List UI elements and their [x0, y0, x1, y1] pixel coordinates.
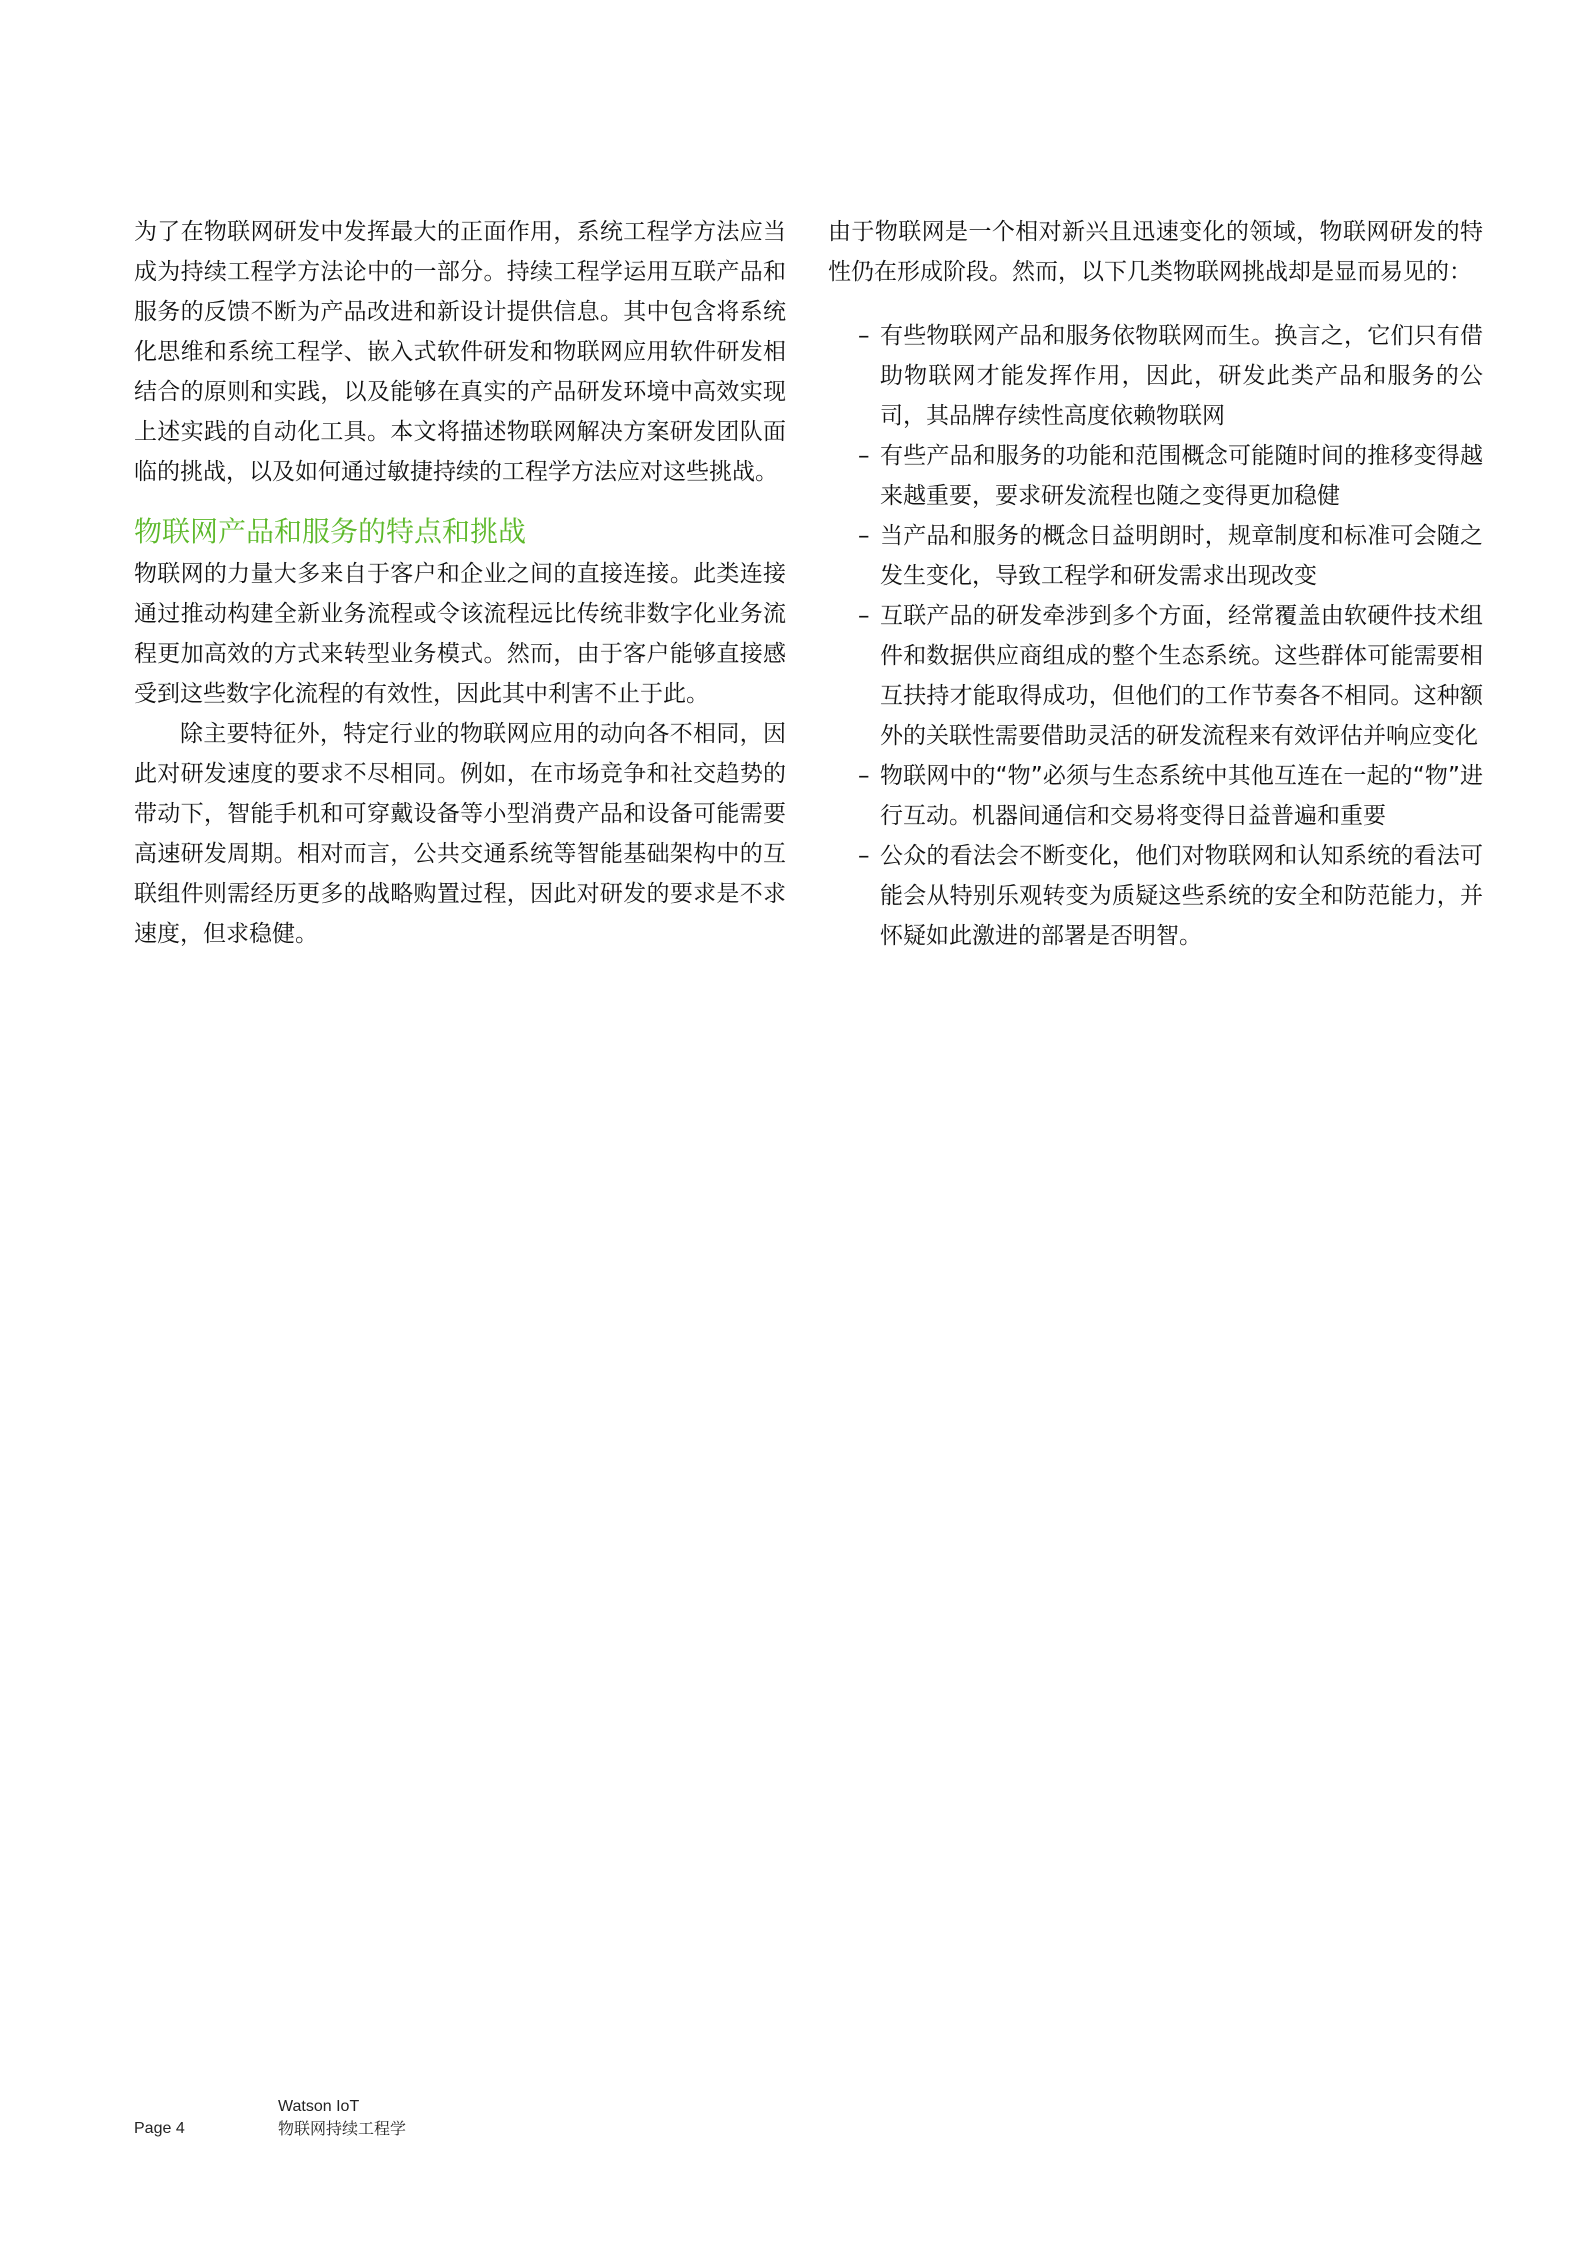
list-item — [828, 836, 1483, 956]
section-paragraph-2: 除主要特征外，特定行业的物联网应用的动向各不相同，因此对研发速度的要求不尽相同。例如，在市场竞争和社交趋势的带动下，智能手机和可穿戴设备等小型消费产品和设备可能需要高速研发周期。相对而言，公共交通系统等智能基础架构中的互联组件则需经历更多的战略购置过程，因此对研发的要求是不求速度，但求稳健。 — [134, 721, 786, 947]
list-item — [828, 596, 1483, 756]
dash-bullet-icon: – — [858, 443, 870, 469]
list-item-text: 有些物联网产品和服务依物联网而生。换言之，它们只有借助物联网才能发挥作用，因此，研发此类产品和服务的公司，其品牌存续性高度依赖物联网 — [880, 323, 1483, 429]
list-item-text: 公众的看法会不断变化，他们对物联网和认知系统的看法可能会从特别乐观转变为质疑这些系统的安全和防范能力，并怀疑如此激进的部署是否明智。 — [880, 843, 1483, 949]
list-item-text: 物联网中的“物”必须与生态系统中其他互连在一起的“物”进行互动。机器间通信和交易将变得日益普遍和重要 — [880, 763, 1483, 829]
list-item-text: 当产品和服务的概念日益明朗时，规章制度和标准可会随之发生变化，导致工程学和研发需求出现改变 — [880, 523, 1483, 589]
challenges-list — [828, 316, 1483, 956]
list-item-text: 互联产品的研发牵涉到多个方面，经常覆盖由软硬件技术组件和数据供应商组成的整个生态系统。这些群体可能需要相互扶持才能取得成功，但他们的工作节奏各不相同。这种额外的关联性需要借助灵活的研发流程来有效评估并响应变化 — [880, 603, 1483, 749]
dash-bullet-icon: – — [858, 763, 870, 789]
left-column — [134, 212, 786, 954]
page-number: Page 4 — [134, 2120, 185, 2137]
dash-bullet-icon: – — [858, 843, 870, 869]
list-item — [828, 756, 1483, 836]
footer-brand: Watson IoT — [278, 2098, 360, 2115]
list-item — [828, 316, 1483, 436]
list-item — [828, 436, 1483, 516]
intro-paragraph: 为了在物联网研发中发挥最大的正面作用，系统工程学方法应当成为持续工程学方法论中的一部分。持续工程学运用互联产品和服务的反馈不断为产品改进和新设计提供信息。其中包含将系统化思维和系统工程学、嵌入式软件研发和物联网应用软件研发相结合的原则和实践，以及能够在真实的产品研发环境中高效实现上述实践的自动化工具。本文将描述物联网解决方案研发团队面临的挑战，以及如何通过敏捷持续的工程学方法应对这些挑战。 — [134, 219, 786, 485]
list-item-text: 有些产品和服务的功能和范围概念可能随时间的推移变得越来越重要，要求研发流程也随之变得更加稳健 — [880, 443, 1483, 509]
footer-document-title: 物联网持续工程学 — [278, 2119, 407, 2138]
right-column — [828, 212, 1483, 956]
dash-bullet-icon: – — [858, 323, 870, 349]
section-paragraph-1: 物联网的力量大多来自于客户和企业之间的直接连接。此类连接通过推动构建全新业务流程或令该流程远比传统非数字化业务流程更加高效的方式来转型业务模式。然而，由于客户能够直接感受到这些数字化流程的有效性，因此其中利害不止于此。 — [134, 561, 786, 707]
challenges-intro-paragraph: 由于物联网是一个相对新兴且迅速变化的领域，物联网研发的特性仍在形成阶段。然而，以下几类物联网挑战却是显而易见的： — [828, 219, 1483, 285]
list-item — [828, 516, 1483, 596]
dash-bullet-icon: – — [858, 523, 870, 549]
dash-bullet-icon: – — [858, 603, 870, 629]
section-heading: 物联网产品和服务的特点和挑战 — [134, 515, 527, 548]
